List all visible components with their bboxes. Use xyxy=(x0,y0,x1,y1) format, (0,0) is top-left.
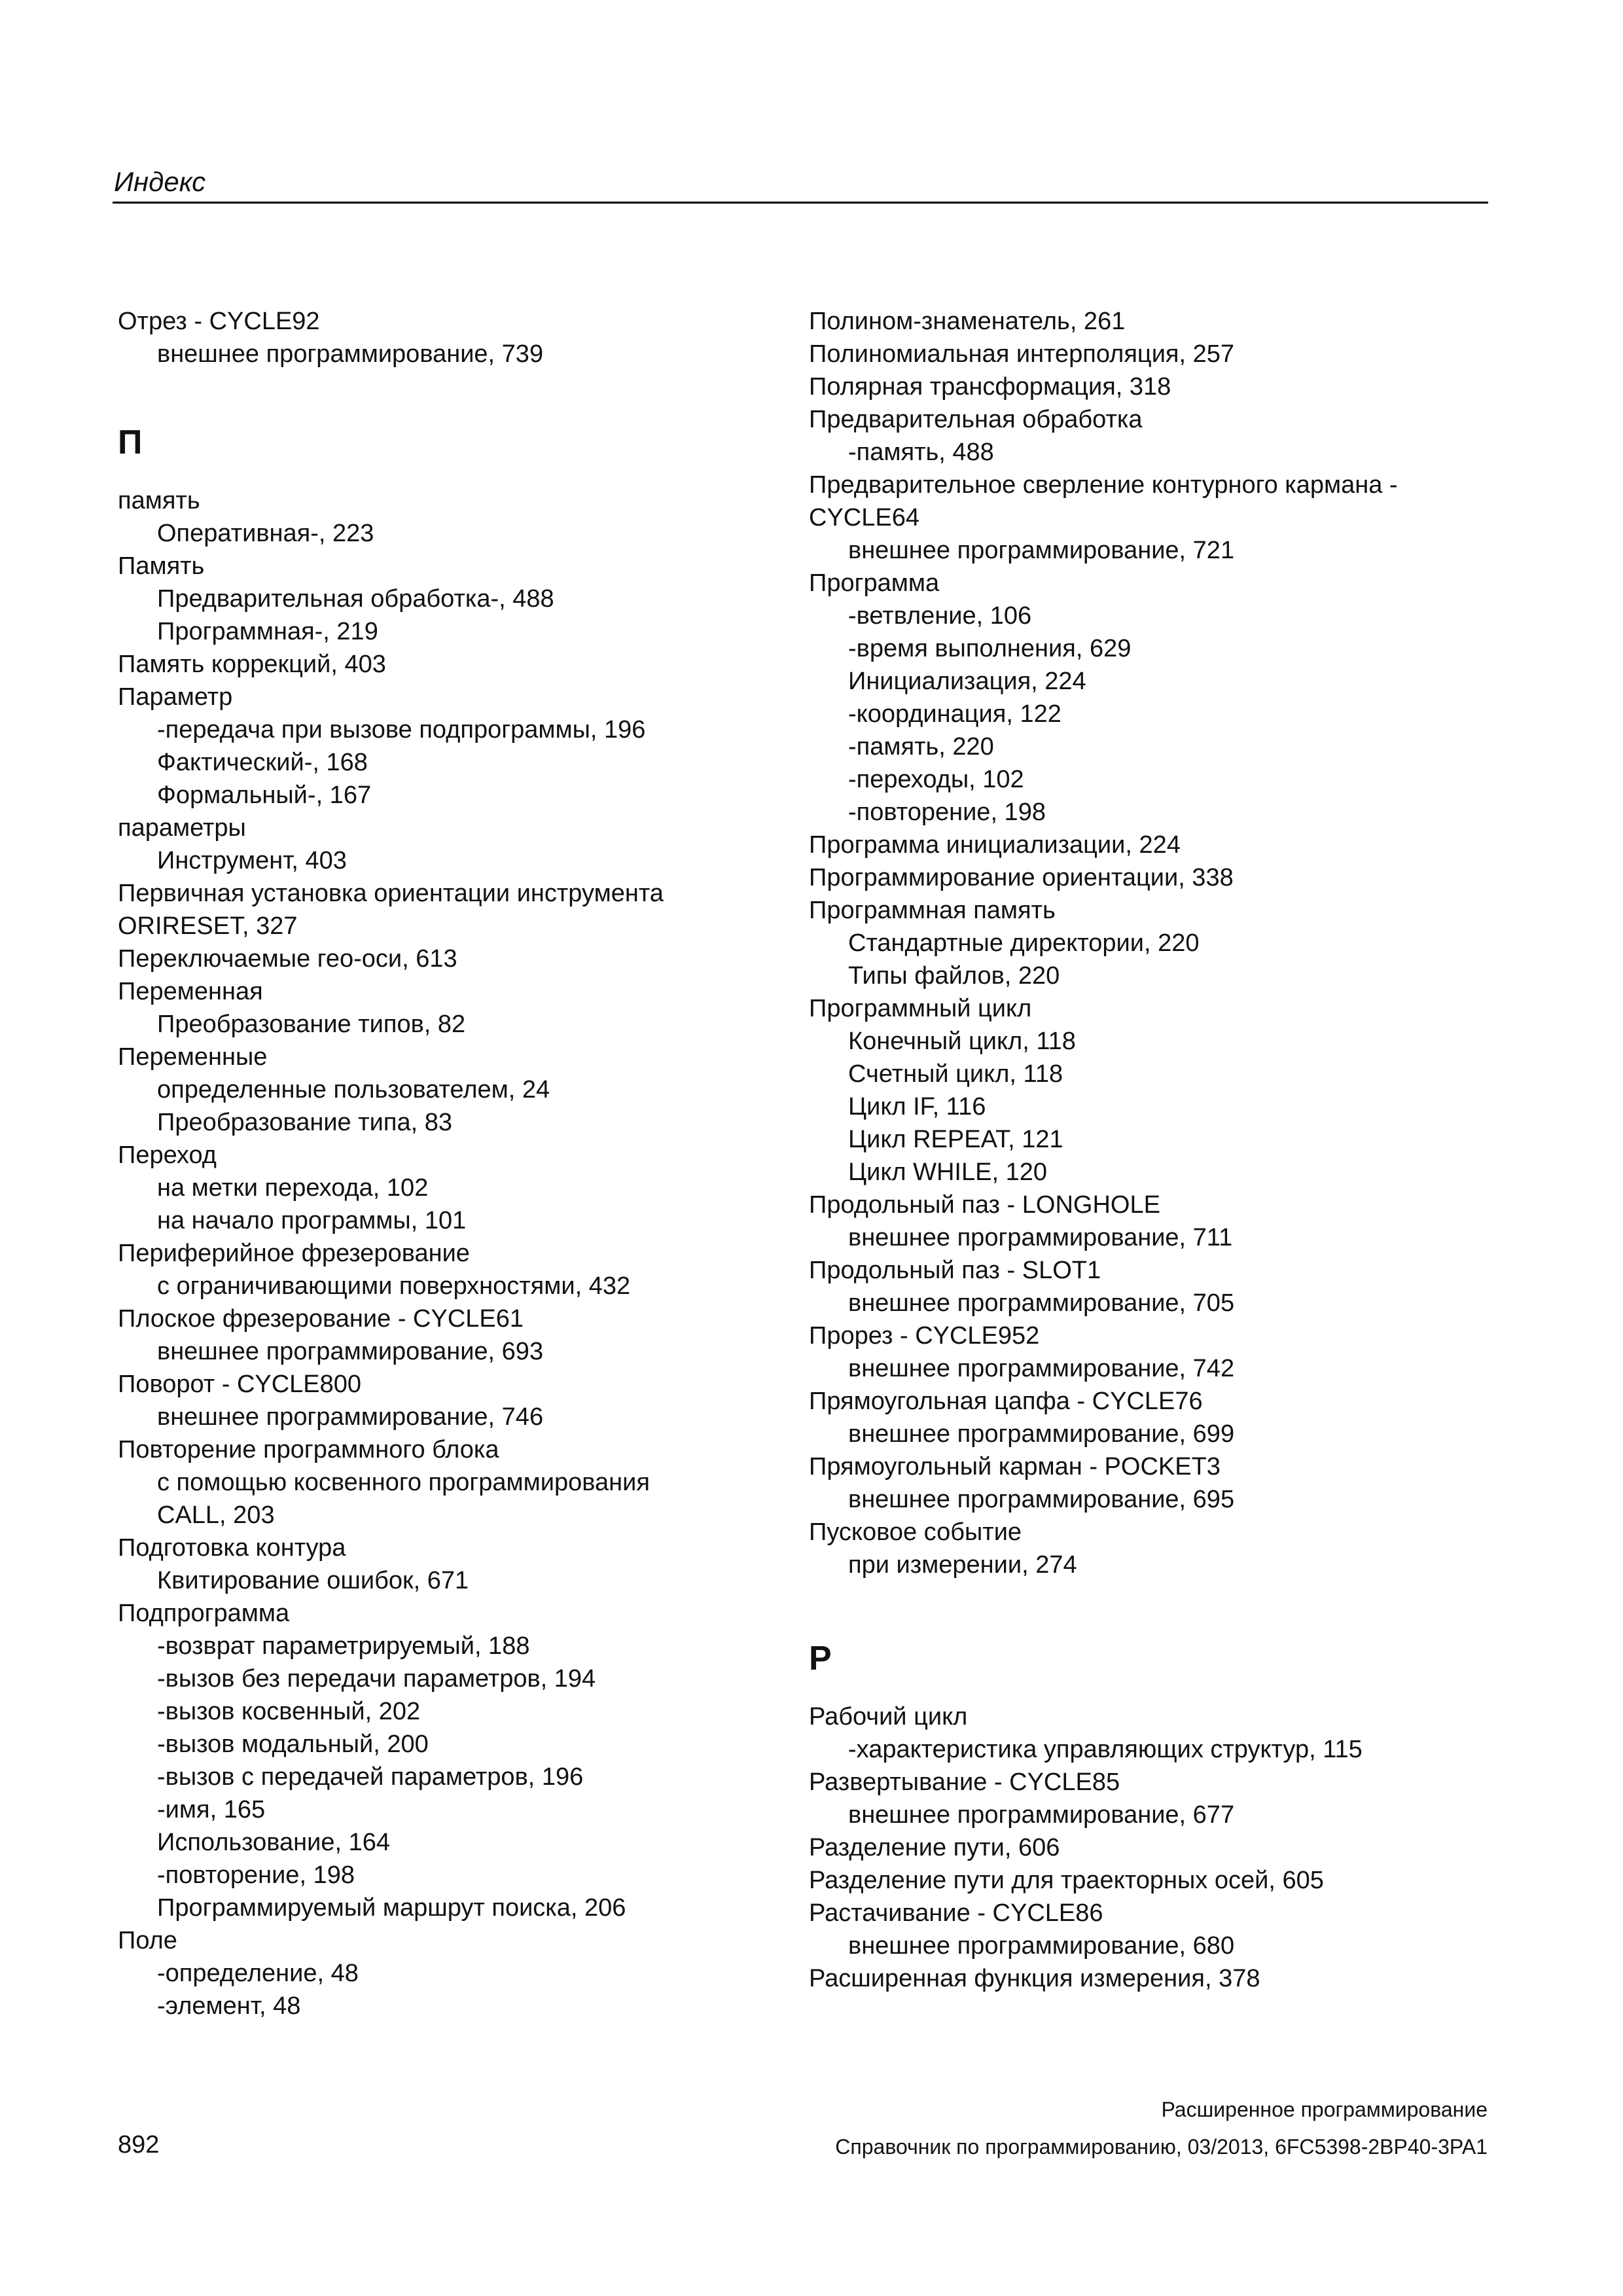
index-subentry: определенные пользователем, 24 xyxy=(157,1076,550,1103)
index-subentry: Предварительная обработка-, 488 xyxy=(157,585,554,613)
page-header xyxy=(113,165,1488,204)
index-subentry: Программная-, 219 xyxy=(157,618,378,645)
index-subentry: Преобразование типов, 82 xyxy=(157,1011,466,1038)
index-subentry: Инициализация, 224 xyxy=(848,668,1086,695)
index-subentry: -память, 220 xyxy=(848,733,994,761)
index-entry: Развертывание - CYCLE85 xyxy=(809,1768,1120,1796)
index-entry: Программирование ориентации, 338 xyxy=(809,864,1234,891)
index-subentry: -время выполнения, 629 xyxy=(848,635,1132,662)
index-column-right xyxy=(809,305,1463,1995)
index-entry: Рабочий цикл xyxy=(809,1703,968,1731)
index-entry: Повторение программного блока xyxy=(118,1436,499,1463)
index-entry: Периферийное фрезерование xyxy=(118,1240,470,1267)
index-subentry: Цикл IF, 116 xyxy=(848,1093,986,1121)
index-subentry: -вызов с передачей параметров, 196 xyxy=(157,1763,584,1791)
index-subentry: -память, 488 xyxy=(848,439,994,466)
index-entry: Плоское фрезерование - CYCLE61 xyxy=(118,1305,524,1333)
index-entry: Память xyxy=(118,552,205,580)
index-entry: Отрез - CYCLE92 xyxy=(118,308,320,335)
index-subentry: внешнее программирование, 695 xyxy=(848,1486,1235,1513)
index-subentry: -передача при вызове подпрограммы, 196 xyxy=(157,716,646,744)
index-subentry: Конечный цикл, 118 xyxy=(848,1028,1076,1055)
index-subentry: Инструмент, 403 xyxy=(157,847,347,874)
index-subentry: -вызов без передачи параметров, 194 xyxy=(157,1665,596,1693)
index-subentry: внешнее программирование, 693 xyxy=(157,1338,544,1365)
index-subentry: внешнее программирование, 742 xyxy=(848,1355,1235,1382)
index-entry: Предварительное сверление контурного кармана - xyxy=(809,471,1398,499)
index-entry: Прямоугольная цапфа - CYCLE76 xyxy=(809,1388,1203,1415)
index-subentry: -повторение, 198 xyxy=(157,1861,355,1889)
index-subentry: с ограничивающими поверхностями, 432 xyxy=(157,1272,631,1300)
index-entry: Прорез - CYCLE952 xyxy=(809,1322,1040,1350)
index-subentry: внешнее программирование, 721 xyxy=(848,537,1235,564)
index-subentry: CALL, 203 xyxy=(157,1501,275,1529)
index-subentry: внешнее программирование, 705 xyxy=(848,1289,1235,1317)
index-entry: Поворот - CYCLE800 xyxy=(118,1371,362,1398)
index-subentry: -характеристика управляющих структур, 115 xyxy=(848,1736,1363,1763)
index-subentry: Программируемый маршрут поиска, 206 xyxy=(157,1894,626,1922)
index-subentry: внешнее программирование, 677 xyxy=(848,1801,1235,1829)
index-entry: Продольный паз - LONGHOLE xyxy=(809,1191,1160,1219)
index-entry: Программный цикл xyxy=(809,995,1032,1022)
index-subentry: Формальный-, 167 xyxy=(157,781,372,809)
index-subentry: внешнее программирование, 699 xyxy=(848,1420,1235,1448)
index-subentry: -координация, 122 xyxy=(848,700,1061,728)
index-subentry: Цикл REPEAT, 121 xyxy=(848,1126,1063,1153)
index-entry: CYCLE64 xyxy=(809,504,919,531)
index-section-letter: Р xyxy=(809,1640,832,1677)
index-entry: Расширенная функция измерения, 378 xyxy=(809,1965,1260,1992)
index-entry: Разделение пути, 606 xyxy=(809,1834,1060,1861)
index-entry: Параметр xyxy=(118,683,233,711)
index-entry: Предварительная обработка xyxy=(809,406,1143,433)
header-title: Индекс xyxy=(114,166,206,197)
index-subentry: Использование, 164 xyxy=(157,1829,391,1856)
index-subentry: -определение, 48 xyxy=(157,1960,359,1987)
index-subentry: Преобразование типа, 83 xyxy=(157,1109,452,1136)
index-entry: параметры xyxy=(118,814,246,842)
index-subentry: Оперативная-, 223 xyxy=(157,520,374,547)
index-column-left xyxy=(118,305,772,2022)
index-subentry: -вызов модальный, 200 xyxy=(157,1731,429,1758)
footer-doc-ref: Справочник по программированию, 03/2013, 6FC5398-2BP40-3PA1 xyxy=(835,2135,1488,2159)
index-subentry: Стандартные директории, 220 xyxy=(848,929,1200,957)
index-entry: Растачивание - CYCLE86 xyxy=(809,1899,1103,1927)
index-entry: Полиномиальная интерполяция, 257 xyxy=(809,340,1235,368)
index-subentry: внешнее программирование, 746 xyxy=(157,1403,544,1431)
index-entry: Переход xyxy=(118,1141,217,1169)
index-subentry: Фактический-, 168 xyxy=(157,749,368,776)
index-subentry: на начало программы, 101 xyxy=(157,1207,467,1234)
index-entry: Продольный паз - SLOT1 xyxy=(809,1257,1101,1284)
index-entry: Пусковое событие xyxy=(809,1518,1022,1546)
index-section-letter: П xyxy=(118,423,143,461)
footer-doc-title: Расширенное программирование xyxy=(1161,2098,1488,2121)
index-entry: Полярная трансформация, 318 xyxy=(809,373,1171,401)
index-subentry: внешнее программирование, 711 xyxy=(848,1224,1233,1251)
index-entry: Разделение пути для траекторных осей, 605 xyxy=(809,1867,1324,1894)
index-entry: Переменная xyxy=(118,978,263,1005)
index-subentry: с помощью косвенного программирования xyxy=(157,1469,650,1496)
index-entry: Переменные xyxy=(118,1043,268,1071)
index-entry: Подпрограмма xyxy=(118,1600,290,1627)
index-subentry: Типы файлов, 220 xyxy=(848,962,1060,990)
index-subentry: -имя, 165 xyxy=(157,1796,266,1823)
index-entry: Поле xyxy=(118,1927,177,1954)
index-subentry: Счетный цикл, 118 xyxy=(848,1060,1063,1088)
index-entry: Память коррекций, 403 xyxy=(118,651,386,678)
index-subentry: -ветвление, 106 xyxy=(848,602,1032,630)
index-entry: Полином-знаменатель, 261 xyxy=(809,308,1126,335)
index-entry: память xyxy=(118,487,200,514)
index-entry: Прямоугольный карман - POCKET3 xyxy=(809,1453,1221,1480)
index-entry: Программная память xyxy=(809,897,1056,924)
page-number: 892 xyxy=(118,2131,160,2159)
index-subentry: внешнее программирование, 739 xyxy=(157,340,544,368)
index-entry: ORIRESET, 327 xyxy=(118,912,298,940)
index-subentry: -вызов косвенный, 202 xyxy=(157,1698,421,1725)
index-subentry: на метки перехода, 102 xyxy=(157,1174,429,1202)
index-subentry: -повторение, 198 xyxy=(848,798,1046,826)
index-entry: Программа инициализации, 224 xyxy=(809,831,1181,859)
index-subentry: внешнее программирование, 680 xyxy=(848,1932,1235,1960)
index-subentry: Квитирование ошибок, 671 xyxy=(157,1567,469,1594)
index-subentry: -элемент, 48 xyxy=(157,1992,301,2020)
index-subentry: -возврат параметрируемый, 188 xyxy=(157,1632,530,1660)
index-subentry: -переходы, 102 xyxy=(848,766,1024,793)
index-subentry: Цикл WHILE, 120 xyxy=(848,1158,1047,1186)
index-entry: Переключаемые гео-оси, 613 xyxy=(118,945,457,973)
index-entry: Первичная установка ориентации инструмента xyxy=(118,880,664,907)
index-entry: Программа xyxy=(809,569,940,597)
index-subentry: при измерении, 274 xyxy=(848,1551,1077,1579)
index-entry: Подготовка контура xyxy=(118,1534,346,1562)
